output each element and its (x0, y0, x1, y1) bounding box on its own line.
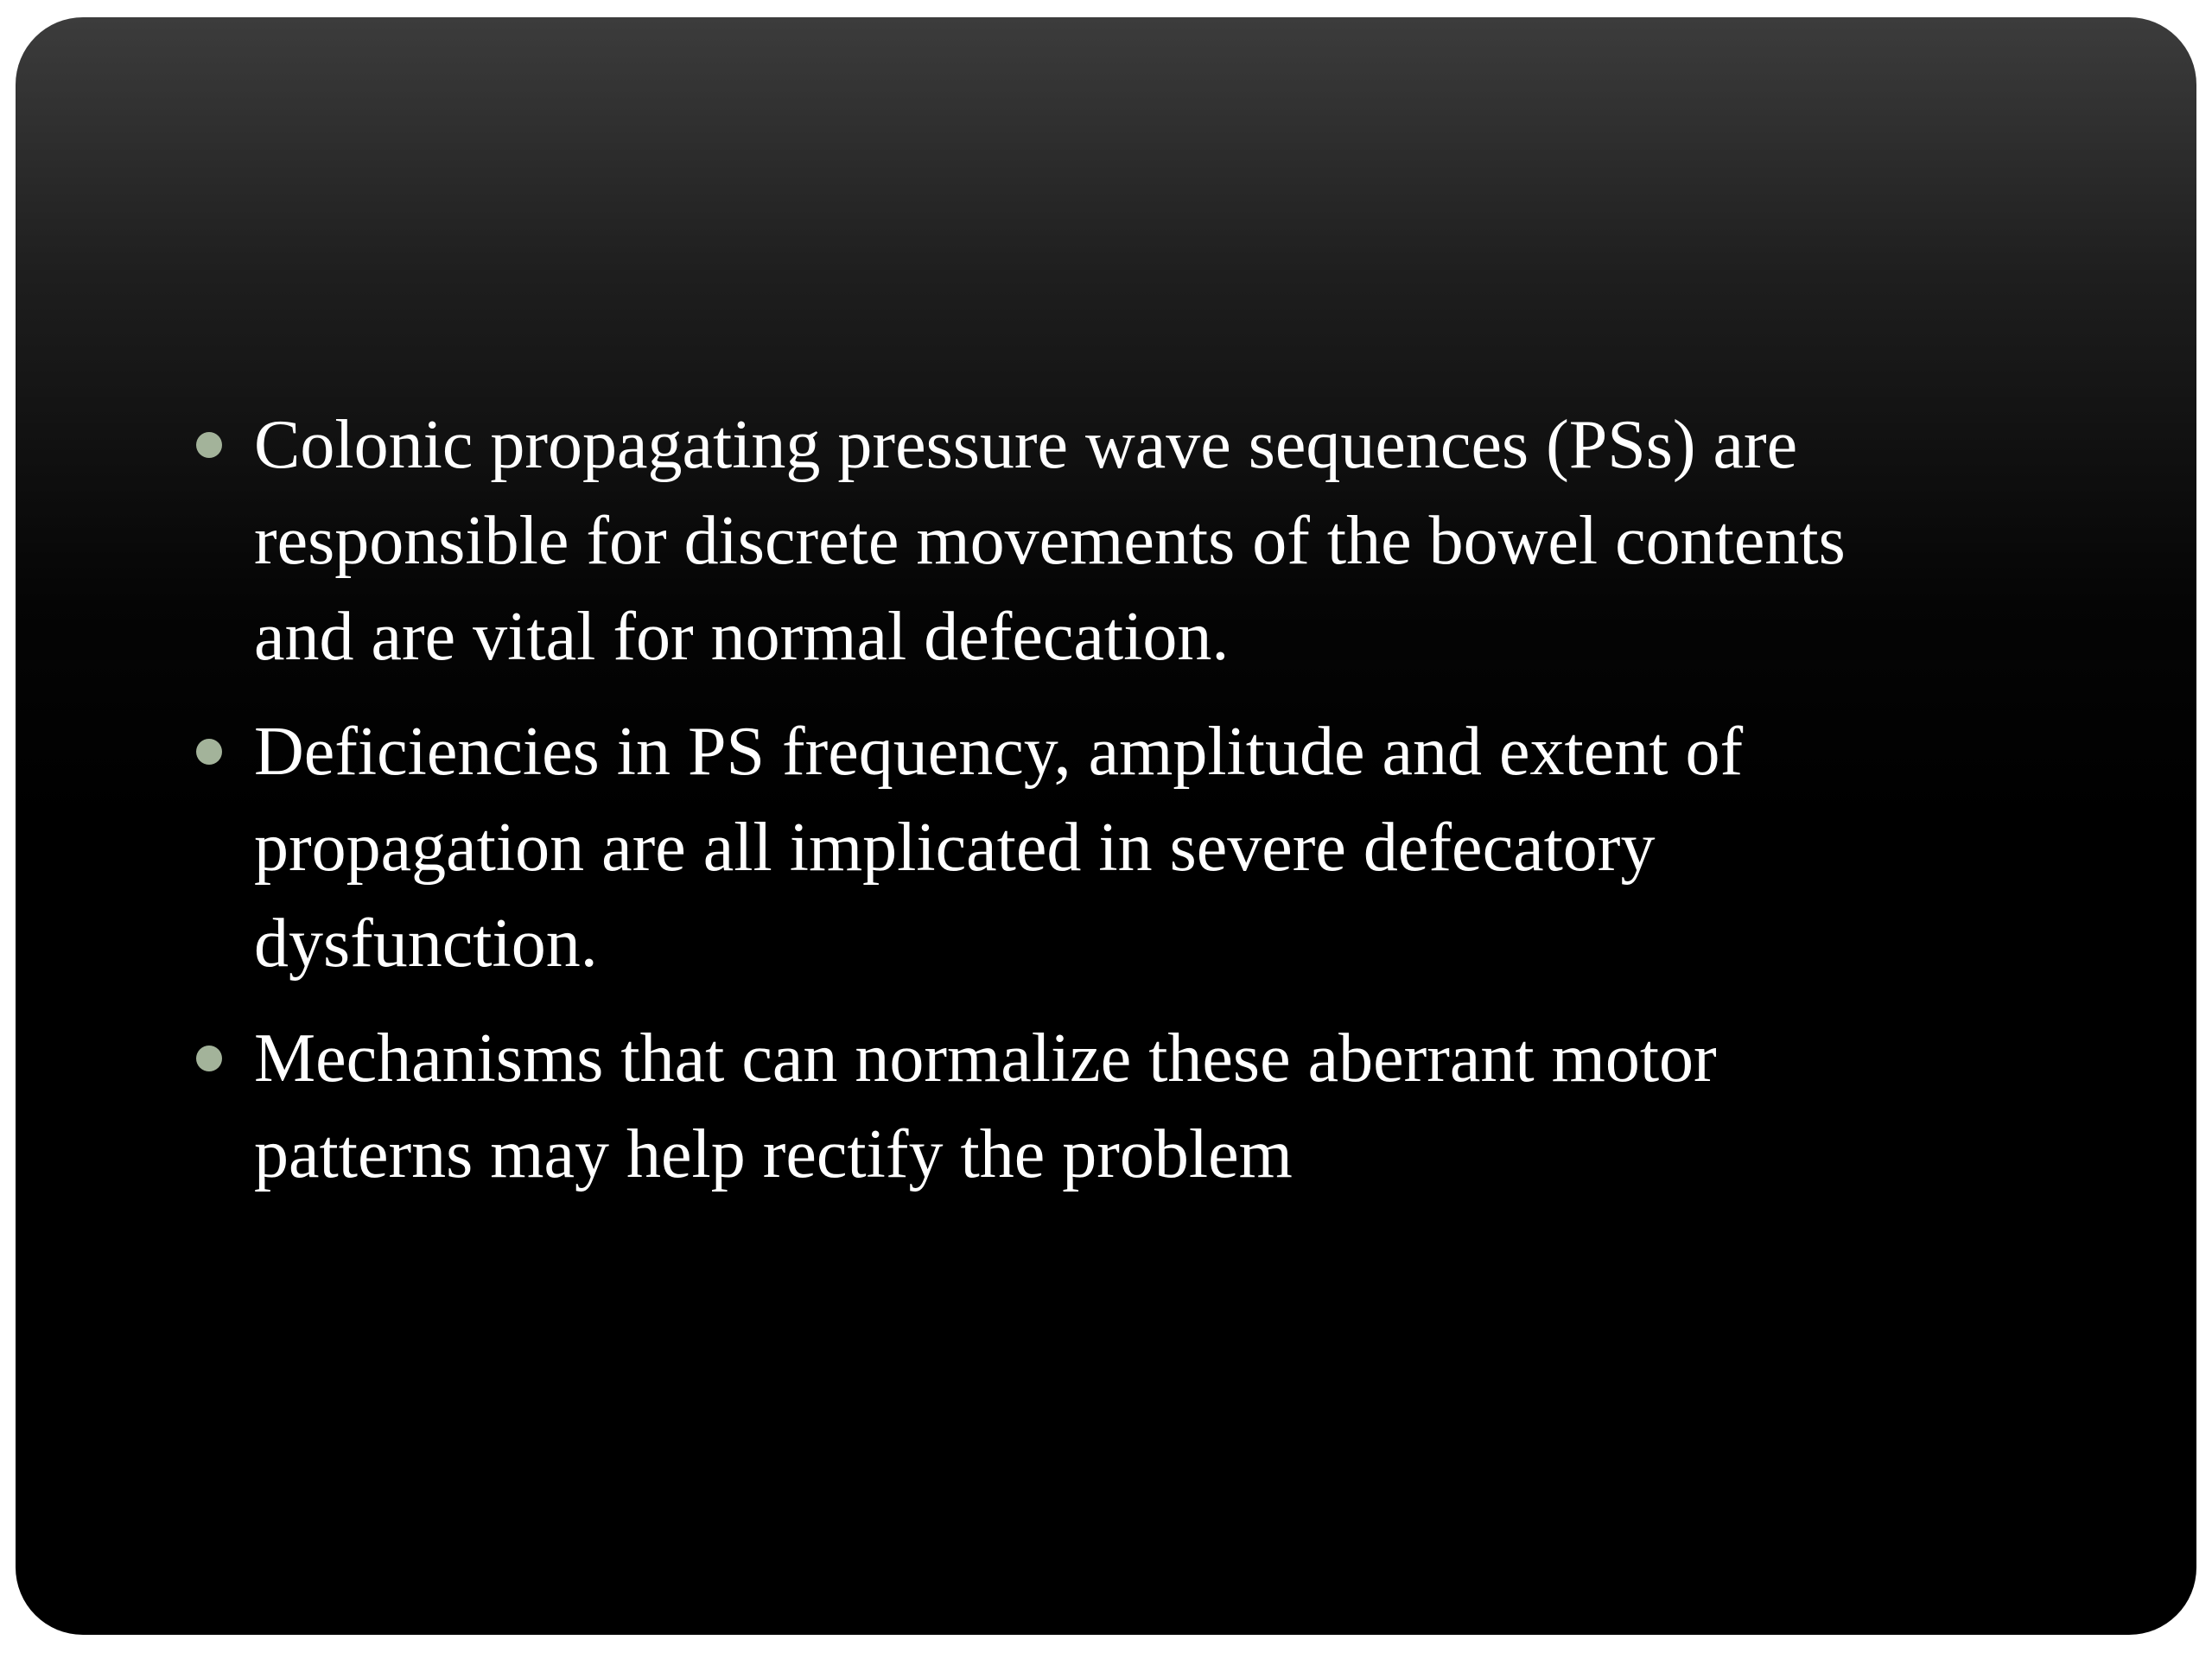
bullet-dot-icon (196, 432, 222, 458)
bullet-dot-icon (196, 739, 222, 765)
bullet-text: Colonic propagating pressure wave sequences (PSs) are responsible for discrete movements of the bowel contents and are vital for normal defecation. (254, 407, 1846, 675)
bullet-item (16, 397, 2196, 685)
bullet-item (16, 704, 2196, 992)
bullet-dot-icon (196, 1046, 222, 1071)
bullet-text: Deficiencies in PS frequency, amplitude and extent of propagation are all implicated in severe defecatory dysfunction. (254, 714, 1744, 982)
slide (16, 17, 2196, 1635)
bullet-item (16, 1011, 2196, 1203)
bullet-text: Mechanisms that can normalize these aberrant motor patterns may help rectify the problem (254, 1020, 1717, 1192)
bullet-list (16, 397, 2196, 1222)
